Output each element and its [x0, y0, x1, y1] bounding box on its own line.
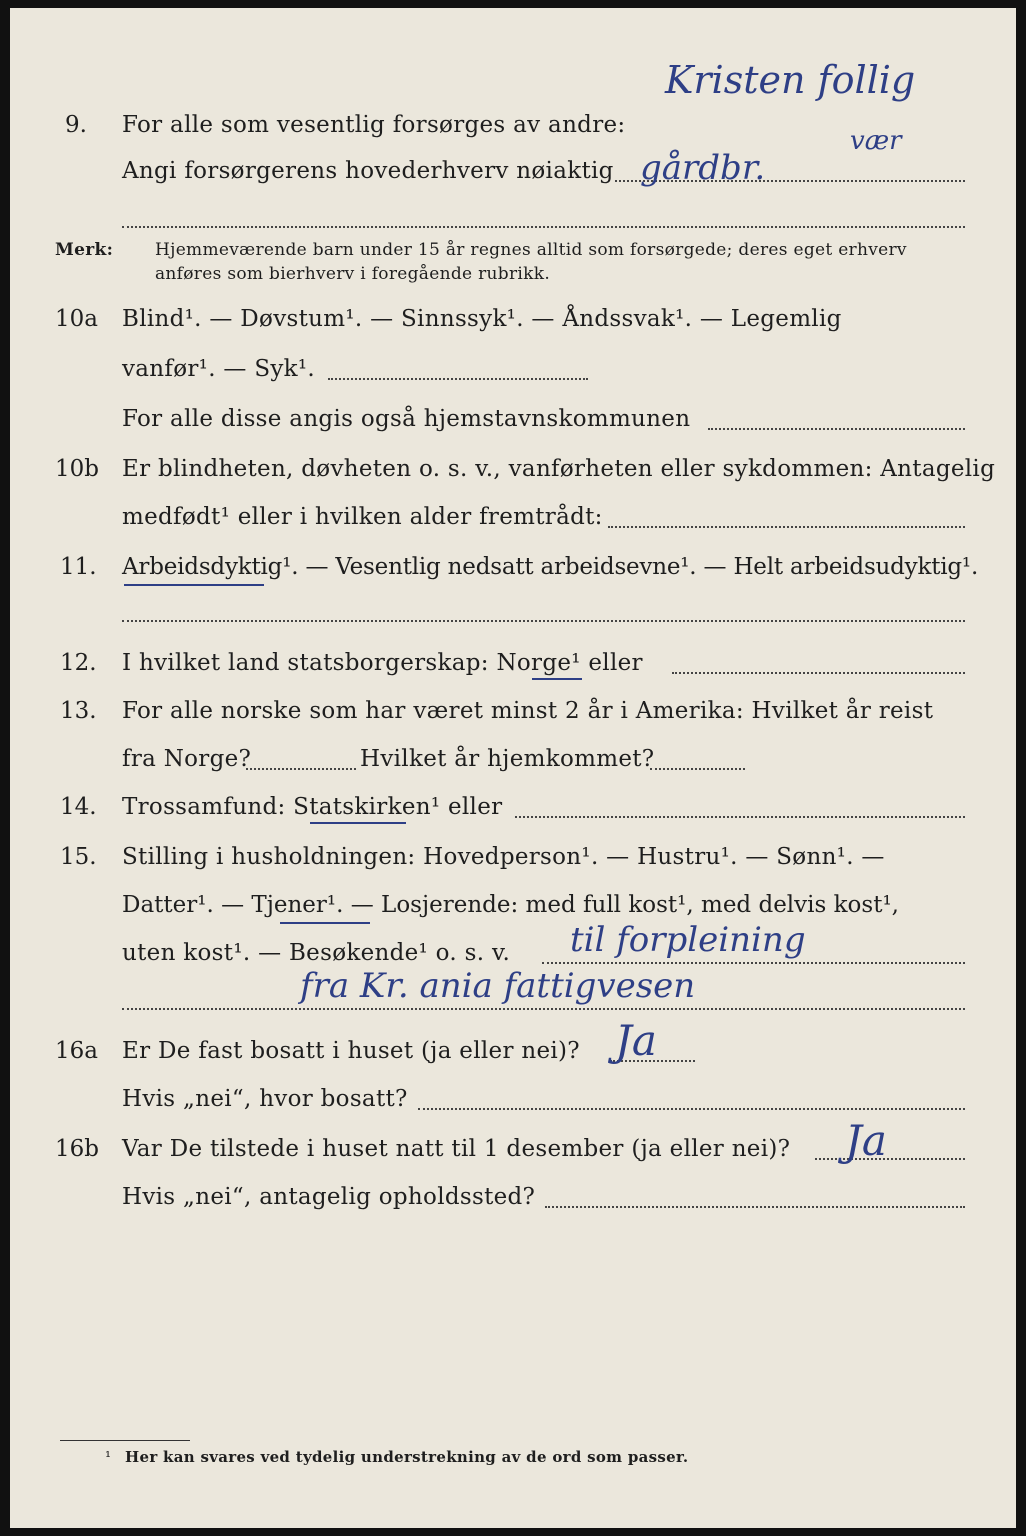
item-number-12: 12.: [60, 650, 97, 676]
q10a-line2: vanfør¹. — Syk¹.: [122, 356, 316, 382]
q15-handwritten-underline: [280, 922, 370, 924]
q10a-line1: Blind¹. — Døvstum¹. — Sinnssyk¹. — Åndssvak¹. — Legemlig: [122, 306, 842, 332]
q13-line1: For alle norske som har været minst 2 år i Amerika: Hvilket år reist: [122, 698, 934, 724]
q14-handwritten-underline: [310, 822, 406, 824]
q9-line1: For alle som vesentlig forsørges av andre:: [122, 112, 626, 138]
footnote-text: Her kan svares ved tydelig understrekning av de ord som passer.: [125, 1448, 689, 1466]
q11-handwritten-underline: [124, 584, 264, 586]
q12-handwritten-underline: [532, 678, 582, 680]
item-number-14: 14.: [60, 794, 97, 820]
q16b-line2: Hvis „nei“, antagelig opholdssted?: [122, 1184, 536, 1210]
q13-line2: fra Norge?: [122, 746, 252, 772]
q10a-line3: For alle disse angis også hjemstavnskommunen: [122, 406, 691, 432]
q16a-handwriting: Ja: [615, 1016, 657, 1065]
q15-handwriting-line1: til forpleining: [570, 920, 806, 960]
q15-handwriting-line2: fra Kr. ania fattigvesen: [300, 966, 696, 1006]
q15-line1: Stilling i husholdningen: Hovedperson¹. — Hustru¹. — Sønn¹. —: [122, 844, 885, 870]
q15-line3: uten kost¹. — Besøkende¹ o. s. v.: [122, 940, 511, 966]
q16a-line1: Er De fast bosatt i huset (ja eller nei)?: [122, 1038, 580, 1064]
q9-extra-line[interactable]: [122, 226, 965, 228]
q10b-line2: medfødt¹ eller i hvilken alder fremtrådt:: [122, 504, 603, 530]
item-number-10a: 10a: [55, 306, 98, 332]
merk-label: Merk:: [55, 240, 114, 260]
q16b-handwriting: Ja: [845, 1116, 887, 1165]
q10a-syk-line[interactable]: [328, 378, 588, 380]
q13-reist-line[interactable]: [246, 768, 356, 770]
q11-extra-line[interactable]: [122, 620, 965, 622]
item-number-16a: 16a: [55, 1038, 98, 1064]
q15-answer-line1[interactable]: [542, 962, 965, 964]
q13-line3: Hvilket år hjemkommet?: [360, 746, 655, 772]
q10a-hjemstavn-line[interactable]: [708, 428, 965, 430]
q10b-line1: Er blindheten, døvheten o. s. v., vanførheten eller sykdommen: Antagelig: [122, 456, 996, 482]
q16b-answer-line[interactable]: [815, 1158, 965, 1160]
footnote-rule: [60, 1440, 190, 1441]
q16b-opholdssted-line[interactable]: [545, 1206, 965, 1208]
q16b-line1: Var De tilstede i huset natt til 1 desember (ja eller nei)?: [122, 1136, 791, 1162]
q12-line1: I hvilket land statsborgerskap: Norge¹ eller: [122, 650, 643, 676]
q13-hjemkommet-line[interactable]: [650, 768, 745, 770]
census-form-page: [10, 8, 1016, 1528]
footnote-mark: ¹: [105, 1448, 112, 1466]
q10b-answer-line[interactable]: [608, 526, 965, 528]
q16a-line2: Hvis „nei“, hvor bosatt?: [122, 1086, 408, 1112]
item-number-11: 11.: [60, 554, 97, 580]
q12-answer-line[interactable]: [672, 672, 965, 674]
item-number-16b: 16b: [55, 1136, 99, 1162]
q9-handwriting-top: Kristen follig: [665, 58, 916, 102]
q14-answer-line[interactable]: [515, 816, 965, 818]
item-number-15: 15.: [60, 844, 97, 870]
item-number-10b: 10b: [55, 456, 99, 482]
q16a-bosatt-line[interactable]: [418, 1108, 965, 1110]
q15-line2: Datter¹. — Tjener¹. — Losjerende: med full kost¹, med delvis kost¹,: [122, 892, 899, 918]
q9-handwriting-top2: vær: [850, 126, 902, 156]
q11-line1: Arbeidsdyktig¹. — Vesentlig nedsatt arbeidsevne¹. — Helt arbeidsudyktig¹.: [122, 554, 979, 580]
q9-handwriting-answer: gårdbr.: [640, 148, 766, 188]
q15-answer-line2[interactable]: [122, 1008, 965, 1010]
item-number-9: 9.: [65, 112, 87, 138]
merk-line2: anføres som bierhverv i foregående rubrikk.: [155, 264, 551, 284]
item-number-13: 13.: [60, 698, 97, 724]
q9-line2: Angi forsørgerens hovederhverv nøiaktig: [122, 158, 614, 184]
merk-line1: Hjemmeværende barn under 15 år regnes alltid som forsørgede; deres eget erhverv: [155, 240, 907, 260]
q14-line1: Trossamfund: Statskirken¹ eller: [122, 794, 503, 820]
